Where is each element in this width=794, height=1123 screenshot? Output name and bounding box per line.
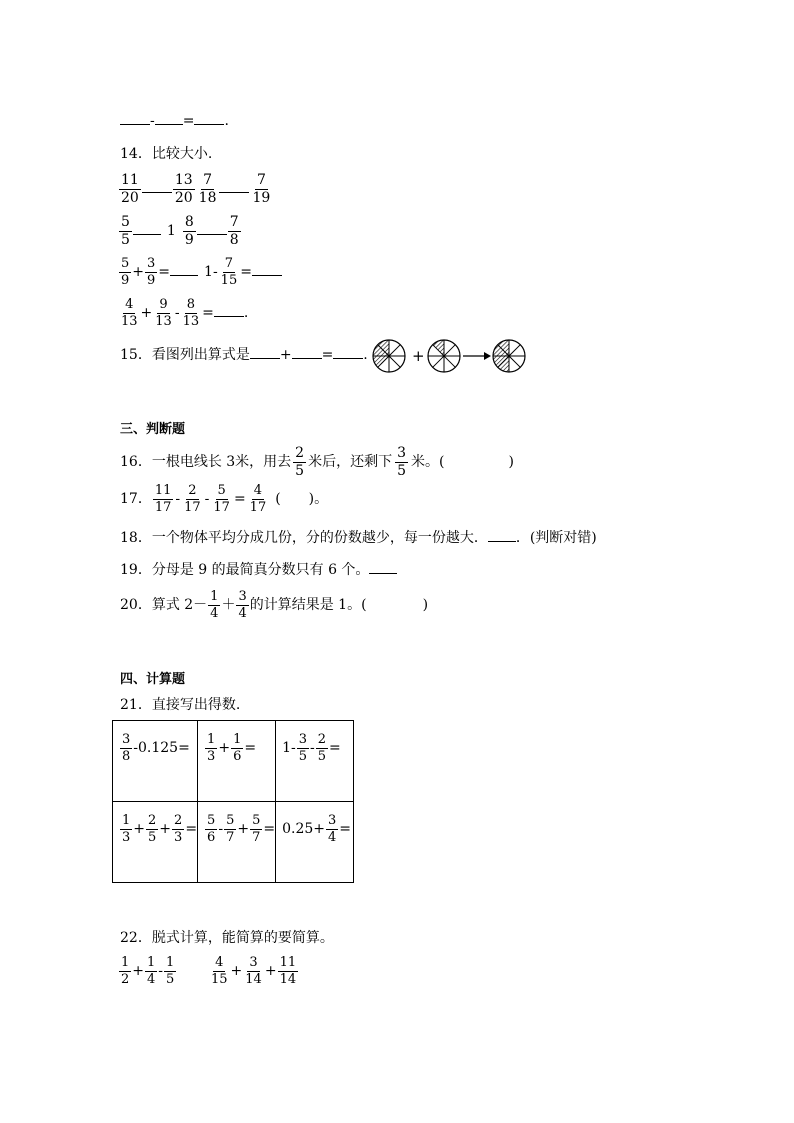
fraction: $\frac{8}{9}$ [184, 214, 194, 248]
q14-row-2: $\frac{5}{5}$ 1 $\frac{8}{9}$ $\frac{7}{8}$ [121, 214, 239, 248]
fraction: $\frac{9}{13}$ [155, 297, 172, 329]
section-heading: 四、计算题 [120, 672, 186, 687]
fraction: $\frac{5}{7}$ [226, 813, 235, 845]
fraction: $\frac{13}{20}$ [174, 172, 193, 206]
question-18: 18．一个物体平均分成几份，分的份数越少，每一份越大． ．(判断对错) [120, 530, 597, 546]
fraction: $\frac{2}{5}$ [317, 732, 327, 764]
question-14-stem: 14．比较大小. [120, 146, 213, 162]
question-21-stem: 21．直接写出得数. [120, 697, 241, 713]
pie-circle-2 [428, 340, 460, 372]
answer-blank[interactable] [133, 233, 161, 235]
fraction: $\frac{11}{17}$ [154, 483, 172, 515]
q14-row-4: $\frac{4}{13}$ + $\frac{9}{13}$ - $\frac{8}{13}$ = . [121, 297, 249, 329]
fraction: $\frac{3}{5}$ [298, 732, 308, 764]
answer-blank[interactable] [219, 191, 249, 193]
calc-cell-3[interactable]: 1- $\frac{3}{5}$ - $\frac{2}{5}$ = [276, 721, 354, 802]
answer-blank[interactable] [333, 357, 363, 359]
fraction: $\frac{8}{13}$ [182, 297, 200, 329]
question-17: 17． $\frac{11}{17}$ - $\frac{2}{17}$ - $\frac{5}{17}$ = $\frac{4}{17}$ ( )。 [120, 483, 329, 515]
fraction: $\frac{1}{2}$ [121, 955, 130, 987]
calc-cell-6[interactable]: 0.25+ $\frac{3}{4}$ = [276, 802, 354, 883]
question-22-stem: 22．脱式计算，能简算的要简算。 [120, 930, 334, 946]
q22-expression-1: $\frac{1}{2}$ + $\frac{1}{4}$ - $\frac{1}{5}$ [121, 955, 175, 987]
answer-blank[interactable] [197, 233, 227, 235]
q22-expression-2: $\frac{4}{15}$ + $\frac{3}{14}$ + $\frac{11}{14}$ [211, 955, 297, 987]
answer-blank[interactable] [194, 123, 224, 125]
calc-cell-4[interactable]: $\frac{1}{3}$ + $\frac{2}{5}$ + $\frac{2}{3}$ = [113, 802, 198, 883]
fraction: $\frac{1}{3}$ [207, 732, 216, 764]
answer-blank[interactable] [155, 123, 183, 125]
fraction: $\frac{2}{17}$ [184, 483, 201, 515]
fraction: $\frac{3}{4}$ [238, 589, 247, 621]
fraction: $\frac{2}{5}$ [295, 445, 305, 479]
fraction: $\frac{2}{3}$ [174, 813, 183, 845]
answer-blank[interactable] [488, 540, 516, 542]
fraction: $\frac{5}{5}$ [121, 214, 130, 248]
fraction: $\frac{7}{19}$ [252, 172, 271, 206]
answer-blank[interactable] [292, 357, 322, 359]
fraction: $\frac{2}{5}$ [148, 813, 157, 845]
question-16: 16．一根电线长 3米，用去 $\frac{2}{5}$ 米后，还剩下 $\frac{3}{5}$ 米。( ) [120, 445, 514, 479]
fraction: $\frac{3}{8}$ [122, 732, 131, 764]
question-20: 20．算式 2－ $\frac{1}{4}$ ＋ $\frac{3}{4}$ 的计算结果是 1。( ) [120, 589, 429, 621]
fraction: $\frac{11}{14}$ [279, 955, 297, 987]
pie-circle-3 [493, 340, 525, 372]
answer-blank[interactable] [214, 315, 244, 317]
fraction: $\frac{4}{13}$ [121, 297, 138, 329]
calc-cell-5[interactable]: $\frac{5}{6}$ - $\frac{5}{7}$ + $\frac{5}{7}$ = [198, 802, 276, 883]
q14-row-1 [118, 173, 273, 205]
q14-row-3: $\frac{5}{9}$ + $\frac{3}{9}$ = 1- $\frac{7}{15}$ = [118, 257, 282, 287]
fraction: $\frac{7}{8}$ [229, 214, 239, 248]
answer-blank[interactable] [142, 191, 172, 193]
section-heading: 三、判断题 [120, 422, 186, 437]
fraction: $\frac{5}{7}$ [252, 813, 261, 845]
fraction: $\frac{1}{5}$ [166, 955, 175, 987]
calc-cell-2[interactable]: $\frac{1}{3}$ + $\frac{1}{6}$ = [198, 721, 276, 802]
fraction: $\frac{4}{17}$ [249, 483, 267, 515]
q13-tail: - = . [120, 114, 229, 128]
answer-blank[interactable] [250, 357, 280, 359]
fraction: $\frac{5}{9}$ [121, 256, 130, 288]
answer-blank[interactable] [369, 572, 397, 574]
fraction: $\frac{5}{17}$ [213, 483, 230, 515]
fraction: $\frac{1}{4}$ [147, 955, 156, 987]
fraction: $\frac{3}{14}$ [245, 955, 262, 987]
fraction: $\frac{7}{15}$ [220, 256, 238, 288]
pie-circle-1 [373, 340, 405, 372]
fraction: $\frac{1}{4}$ [210, 589, 219, 621]
arrow-icon [463, 352, 491, 360]
answer-blank[interactable] [252, 274, 282, 276]
fraction: $\frac{5}{6}$ [207, 813, 216, 845]
pie-diagram [370, 337, 530, 375]
fraction: $\frac{1}{3}$ [122, 813, 131, 845]
question-15: 15．看图列出算式是 + = . [120, 347, 368, 363]
fraction: $\frac{3}{9}$ [147, 256, 156, 288]
fraction: $\frac{3}{4}$ [328, 813, 337, 845]
fraction: $\frac{7}{18}$ [198, 172, 217, 206]
fraction: $\frac{3}{5}$ [397, 445, 407, 479]
plus-sign: + [412, 347, 425, 365]
fraction: $\frac{11}{20}$ [121, 172, 139, 206]
question-19: 19．分母是 9 的最简真分数只有 6 个。 [120, 563, 397, 577]
fraction: $\frac{1}{6}$ [233, 732, 242, 764]
answer-blank[interactable] [120, 123, 150, 125]
answer-blank[interactable] [170, 274, 198, 276]
fraction: $\frac{4}{15}$ [211, 955, 228, 987]
calc-cell-1[interactable]: $\frac{3}{8}$ -0.125= [113, 721, 198, 802]
calc-table [112, 720, 354, 883]
